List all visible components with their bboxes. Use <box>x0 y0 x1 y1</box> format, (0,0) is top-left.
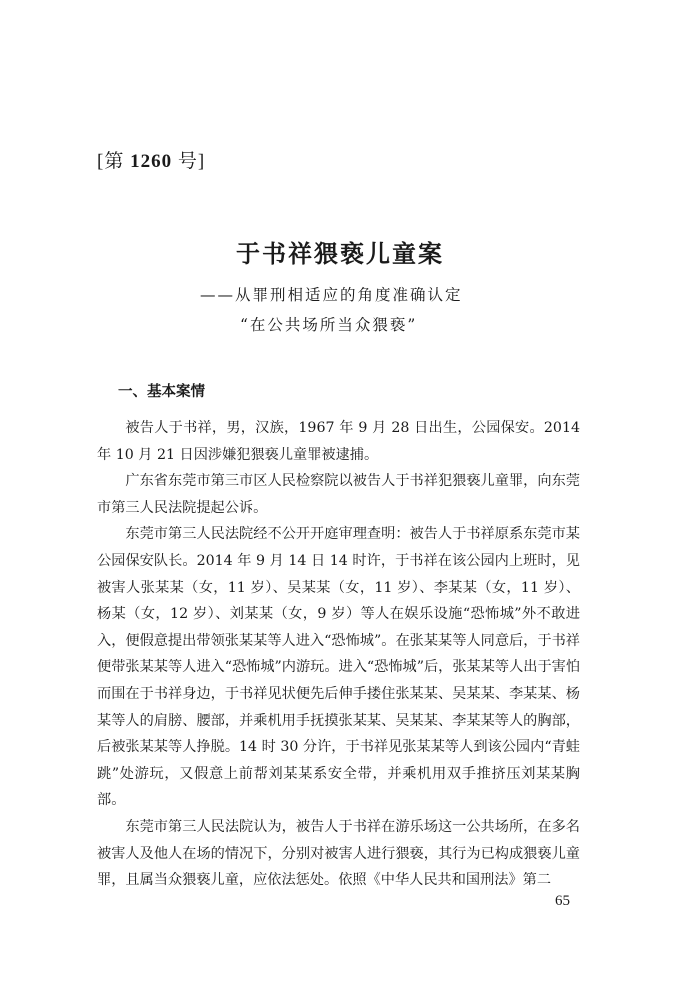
paragraph-court-opinion: 东莞市第三人民法院认为，被告人于书祥在游乐场这一公共场所，在多名被害人及他人在场的情况下，分别对被害人进行猥亵，其行为已构成猥亵儿童罪，且属当众猥亵儿童，应依法惩处。依照《中华人民共和国刑法》第二 <box>97 818 580 889</box>
paragraph-prosecution: 广东省东莞市第三市区人民检察院以被告人于书祥犯猥亵儿童罪，向东莞市第三人民法院提起公诉。 <box>97 473 580 516</box>
paragraph-facts: 东莞市第三人民法院经不公开开庭审理查明：被告人于书祥原系东莞市某公园保安队长。2014 年 9 月 14 日 14 时许，于书祥在该公园内上班时，见被害人张某某（女，11 岁）、吴某某（女，11 岁）、李某某（女，11 岁）、杨某（女，12 岁）、刘某某（女，9 岁）等人在娱乐设施“恐怖城”外不敢进入，便假意提出带领张某某等人进入“恐怖城”。在张某某等人同意后，于书祥便带张某某等人进入“恐怖城”内游玩。进入“恐怖城”后，张某某等人出于害怕而围在于书祥身边，于书祥见状便先后伸手搂住张某某、吴某某、李某某、杨某等人的肩膀、腰部，并乘机用手抚摸张某某、吴某某、李某某等人的胸部，后被张某某等人挣脱。14 时 30 分许，于书祥见张某某等人到该公园内“青蛙跳”处游玩，又假意上前帮刘某某系安全带，并乘机用双手推挤压刘某某胸部。 <box>97 526 581 809</box>
case-number-open: [第 <box>97 151 131 172</box>
case-number <box>97 146 205 173</box>
body-text <box>97 415 580 894</box>
case-number-close: 号] <box>172 151 206 172</box>
case-subtitle-line1: ——从罪刑相适应的角度准确认定 <box>200 286 463 304</box>
case-subtitle-line2: “在公共场所当众猥亵” <box>240 316 418 334</box>
case-number-value: 1260 <box>130 151 173 172</box>
paragraph-defendant-info: 被告人于书祥，男，汉族，1967 年 9 月 28 日出生，公园保安。2014 年 10 月 21 日因涉嫌犯猥亵儿童罪被逮捕。 <box>97 420 580 463</box>
case-title: 于书祥猥亵儿童案 <box>236 239 444 268</box>
page-number: 65 <box>555 893 570 909</box>
section-heading: 一、基本案情 <box>118 384 205 400</box>
